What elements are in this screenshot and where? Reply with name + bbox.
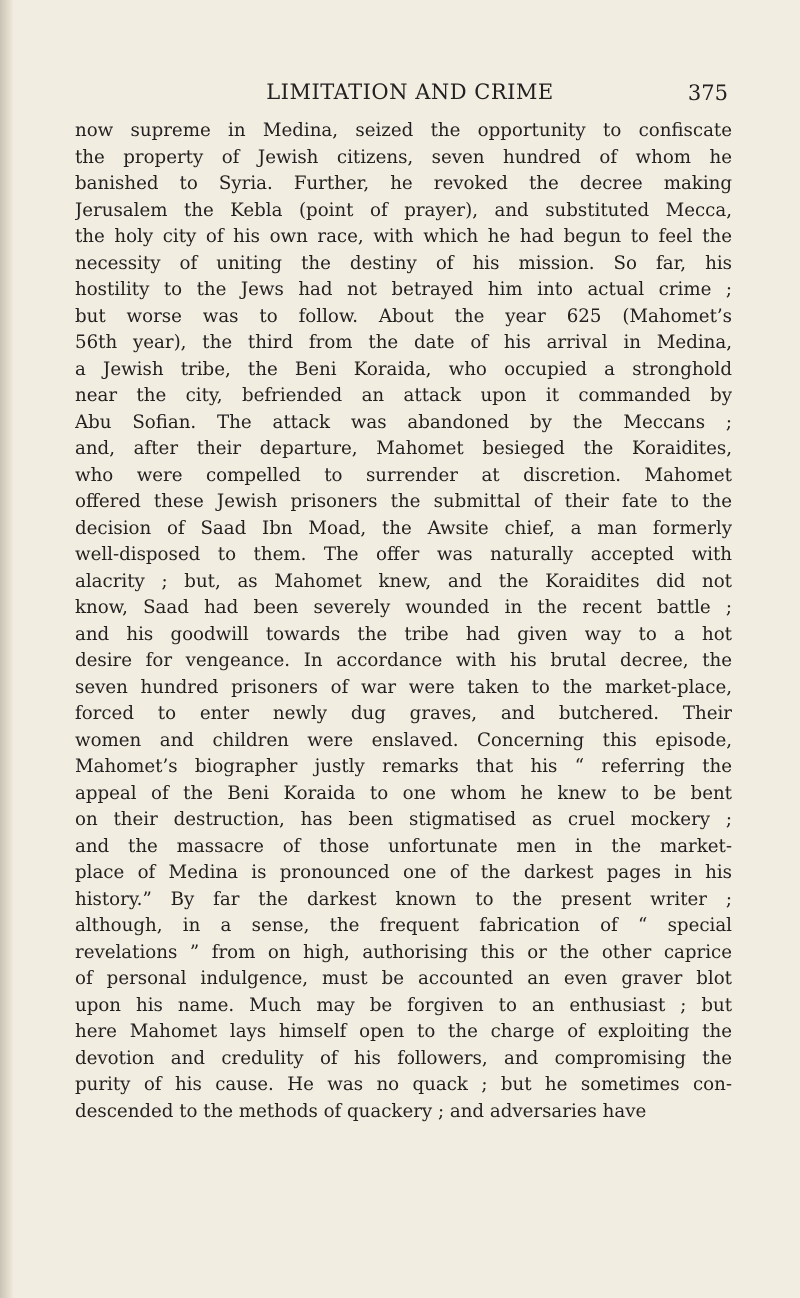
text-line: on their destruction, has been stigmatised as cruel mockery ;	[75, 809, 732, 830]
text-line: history.” By far the darkest known to the present writer ;	[75, 888, 732, 910]
text-line: but worse was to follow. About the year 625 (Mahomet’s	[75, 305, 732, 327]
page-number: 375	[687, 81, 728, 105]
text-line: and his goodwill towards the tribe had given way to a hot	[75, 623, 732, 645]
text-line: Mahomet’s biographer justly remarks that his “ referring the	[75, 756, 732, 777]
text-line: here Mahomet lays himself open to the charge of exploiting the	[75, 1021, 732, 1042]
text-line: near the city, befriended an attack upon it commanded by	[75, 385, 732, 406]
text-line: Abu Sofian. The attack was abandoned by the Meccans ;	[75, 411, 732, 433]
body-text	[75, 118, 732, 1125]
text-line: banished to Syria. Further, he revoked the decree making	[75, 173, 732, 194]
text-line: forced to enter newly dug graves, and butchered. Their	[75, 703, 732, 724]
text-line: purity of his cause. He was no quack ; but he sometimes con-	[75, 1074, 732, 1095]
text-line: appeal of the Beni Koraida to one whom he knew to be bent	[75, 782, 732, 804]
running-title: LIMITATION AND CRIME	[266, 80, 554, 104]
text-line: desire for vengeance. In accordance with his brutal decree, the	[75, 650, 732, 671]
text-line: descended to the methods of quackery ; and adversaries have	[75, 1100, 647, 1122]
page-edge-shadow	[0, 0, 14, 1298]
page-header	[60, 80, 760, 116]
text-line: necessity of uniting the destiny of his mission. So far, his	[75, 252, 732, 274]
text-line: although, in a sense, the frequent fabrication of “ special	[75, 915, 732, 936]
text-line: Jerusalem the Kebla (point of prayer), and substituted Mecca,	[75, 199, 732, 221]
text-line: and, after their departure, Mahomet besieged the Koraidites,	[75, 438, 732, 459]
text-line: revelations ” from on high, authorising this or the other caprice	[75, 941, 732, 963]
text-line: hostility to the Jews had not betrayed him into actual crime ;	[75, 279, 732, 300]
text-line: the property of Jewish citizens, seven hundred of whom he	[75, 146, 732, 168]
text-line: the holy city of his own race, with which he had begun to feel the	[75, 226, 732, 247]
text-line: a Jewish tribe, the Beni Koraida, who occupied a stronghold	[75, 358, 732, 380]
text-line: well-disposed to them. The offer was naturally accepted with	[75, 544, 732, 565]
text-line: who were compelled to surrender at discretion. Mahomet	[75, 464, 732, 486]
text-line: of personal indulgence, must be accounted an even graver blot	[75, 968, 732, 989]
text-line: decision of Saad Ibn Moad, the Awsite chief, a man formerly	[75, 517, 732, 539]
text-line: and the massacre of those unfortunate men in the market-	[75, 835, 732, 857]
text-line: devotion and credulity of his followers, and compromising the	[75, 1047, 732, 1069]
text-line: know, Saad had been severely wounded in the recent battle ;	[75, 597, 732, 618]
text-line: place of Medina is pronounced one of the darkest pages in his	[75, 862, 732, 883]
text-line: alacrity ; but, as Mahomet knew, and the Koraidites did not	[75, 570, 732, 592]
text-line: upon his name. Much may be forgiven to an enthusiast ; but	[75, 994, 732, 1016]
text-line: seven hundred prisoners of war were taken to the market-place,	[75, 676, 732, 698]
text-line: offered these Jewish prisoners the submittal of their fate to the	[75, 491, 732, 512]
text-line: now supreme in Medina, seized the opportunity to confiscate	[75, 120, 732, 141]
text-line: women and children were enslaved. Concerning this episode,	[75, 729, 732, 751]
text-line: 56th year), the third from the date of his arrival in Medina,	[75, 332, 732, 353]
